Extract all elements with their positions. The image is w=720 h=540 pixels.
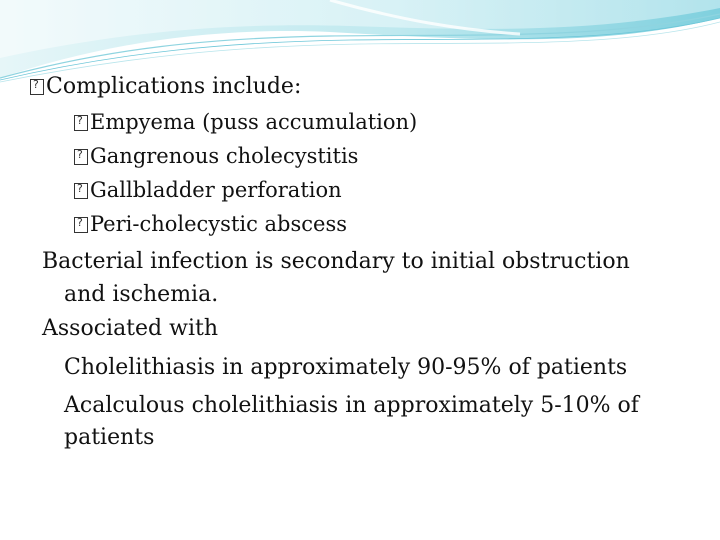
subitem-text: Gangrenous cholecystitis <box>90 144 359 168</box>
subitem-gangrenous <box>74 146 358 167</box>
subitem-abscess <box>74 214 347 235</box>
missing-glyph-box-icon <box>74 149 88 165</box>
missing-glyph-box-icon <box>74 115 88 131</box>
associated-item-acalculous-line-2: patients <box>64 425 155 450</box>
complications-heading-text: Complications include: <box>46 74 302 99</box>
associated-heading: Associated with <box>42 316 218 341</box>
bacterial-infection-line-1: Bacterial infection is secondary to initial obstruction <box>42 249 630 274</box>
complications-heading <box>30 76 301 98</box>
subitem-text: Peri-cholecystic abscess <box>90 212 348 236</box>
bacterial-infection-line-2: and ischemia. <box>64 282 219 307</box>
subitem-empyema <box>74 112 417 133</box>
subitem-perforation <box>74 180 342 201</box>
associated-item-acalculous-line-1: Acalculous cholelithiasis in approximately 5-10% of <box>64 393 639 418</box>
missing-glyph-box-icon <box>74 183 88 199</box>
associated-item-cholelithiasis: Cholelithiasis in approximately 90-95% of patients <box>64 355 628 380</box>
missing-glyph-box-icon <box>30 79 44 95</box>
missing-glyph-box-icon <box>74 217 88 233</box>
subitem-text: Gallbladder perforation <box>90 178 342 202</box>
subitem-text: Empyema (puss accumulation) <box>90 110 418 134</box>
